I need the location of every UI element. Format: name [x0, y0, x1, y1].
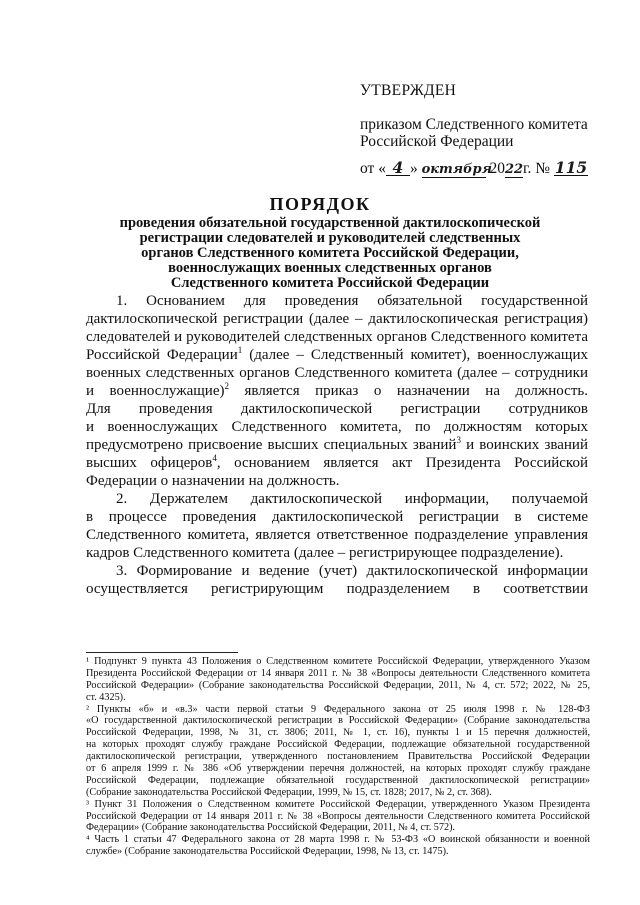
handwritten-month: октября — [421, 162, 492, 177]
subtitle-line: военнослужащих военных следственных органов — [168, 260, 492, 276]
body-line: военных следственных органов Следственного комитета (далее – сотрудники — [86, 365, 588, 381]
footnote-line: службе» (Собрание законодательства Российской Федерации, 1998, № 13, ст. 1475). — [86, 846, 449, 858]
footnote-line: Президента Российской Федерации от 14 января 2011 г. № 38 «Вопросы деятельности Следственного комитета — [86, 667, 590, 679]
body-line — [86, 454, 588, 472]
document-subtitle — [80, 216, 580, 291]
body-line: Следственного комитета, является ответственное подразделение управления — [86, 527, 588, 543]
body-text: предусмотрено присвоение высших специальных званий — [86, 437, 457, 453]
date-prefix: от « — [360, 160, 386, 177]
footnote-line: Российской Федерации, подлежащие обязательной государственной дактилоскопической регистрации» — [86, 774, 590, 786]
body-line — [86, 382, 588, 400]
footnote-line: ст. 4325). — [86, 691, 126, 703]
footnote-line: ⁴ Часть 1 статьи 47 Федерального закона от 28 марта 1998 г. № 53-ФЗ «О воинской обязанности и военной — [86, 834, 590, 846]
footnote-ref-3: 3 — [456, 436, 461, 445]
order-line-1: приказом Следственного комитета — [360, 116, 588, 133]
body-line — [86, 436, 588, 454]
footnote-line: ¹ Подпункт 9 пункта 43 Положения о Следственном комитете Российской Федерации, утвержденного Указом — [86, 656, 590, 667]
date-year-prefix: 20 — [489, 160, 505, 177]
approval-block — [360, 82, 620, 178]
footnotes — [86, 656, 590, 858]
document-title: ПОРЯДОК — [269, 194, 371, 214]
body-text: и воинских званий — [460, 437, 588, 453]
handwritten-year: 22 — [504, 162, 524, 177]
subtitle-line: органов Следственного комитета Российской Федерации, — [141, 245, 519, 261]
footnote-line: Российской Федерации» (Собрание законодательства Российской Федерации, 2011, № 4, ст. 572; 2022, № 25, — [86, 679, 590, 691]
footnote-line: на которых проходят службу граждане Российской Федерации, подлежащие обязательной государственной — [86, 739, 590, 751]
body-line: следователей и руководителей следственных органов Следственного комитета — [86, 329, 588, 345]
footnote-separator — [86, 652, 238, 653]
footnote-line: от 6 апреля 1999 г. № 386 «Об утверждении перечня должностей, на которых проходят службу граждане — [86, 763, 590, 775]
footnote-ref-2: 2 — [224, 382, 229, 391]
handwritten-order-number: 115 — [554, 158, 588, 177]
body-line: 1. Основанием для проведения обязательной государственной — [116, 293, 588, 309]
body-line: и военнослужащих Следственного комитета, по должностям которых — [86, 419, 588, 435]
handwritten-day: 4 — [386, 160, 410, 176]
footnote-line: (Собрание законодательства Российской Федерации, 1999, № 15, ст. 1828; 2017, № 2, ст. 368). — [86, 786, 492, 798]
body-text: Российской Федерации — [86, 347, 238, 363]
footnote-line: Российской Федерации, 1998, № 31, ст. 3806; 2011, № 1, ст. 16), пункты 1 и 15 перечня должностей, — [86, 727, 590, 739]
footnote-line: дактилоскопической регистрации, утвержденного постановлением Правительства Российской Федерации — [86, 751, 590, 763]
footnote-line: ³ Пункт 31 Положения о Следственном комитете Российской Федерации, утвержденного Указом Президента — [86, 798, 590, 810]
body-line: дактилоскопической регистрации (далее – дактилоскопическая регистрация) — [86, 311, 588, 327]
body-line: Для проведения дактилоскопической регистрации сотрудников — [86, 401, 588, 417]
body-text: и военнослужащие) — [86, 383, 225, 399]
body-line: кадров Следственного комитета (далее – регистрирующее подразделение). — [86, 545, 564, 561]
order-date-line — [360, 160, 620, 178]
date-year-word: г. № — [522, 160, 551, 177]
body-text: (далее – Следственный комитет), военнослужащих — [242, 347, 588, 363]
subtitle-line: регистрации следователей и руководителей следственных — [139, 230, 521, 246]
approved-heading: УТВЕРЖДЕН — [360, 82, 457, 99]
footnote-line: Российской Федерации от 14 января 2011 г. № 38 «Вопросы деятельности Следственного комитета Российской — [86, 810, 590, 822]
body-line: Федерации о назначении на должность. — [86, 473, 340, 489]
body-line: 2. Держателем дактилоскопической информации, получаемой — [116, 491, 588, 507]
subtitle-line: проведения обязательной государственной дактилоскопической — [119, 215, 541, 231]
body-text: высших офицеров — [86, 455, 213, 471]
footnote-line: ² Пункты «б» и «в.3» части первой статьи 9 Федерального закона от 25 июля 1998 г. № 128-ФЗ — [86, 703, 590, 715]
document-body — [86, 292, 588, 598]
date-mid: » — [409, 160, 418, 177]
body-text: , основанием является акт Президента Российской — [216, 455, 588, 471]
body-line: 3. Формирование и ведение (учет) дактилоскопической информации — [116, 563, 588, 579]
footnote-line: Федерации» (Собрание законодательства Российской Федерации, 2011, № 4, ст. 572). — [86, 822, 456, 834]
footnote-ref-1: 1 — [237, 346, 243, 355]
body-line — [86, 346, 588, 364]
body-line: в процессе проведения дактилоскопической регистрации в системе — [86, 509, 588, 525]
order-line-2: Российской Федерации — [360, 133, 514, 150]
footnote-line: «О государственной дактилоскопической регистрации в Российской Федерации» (Собрание законодательства — [86, 715, 590, 727]
body-line: осуществляется регистрирующим подразделением в соответствии — [86, 581, 588, 597]
body-text: является приказ о назначении на должность. — [228, 383, 588, 399]
footnote-ref-4: 4 — [212, 454, 217, 463]
subtitle-line: Следственного комитета Российской Федерации — [170, 275, 490, 291]
